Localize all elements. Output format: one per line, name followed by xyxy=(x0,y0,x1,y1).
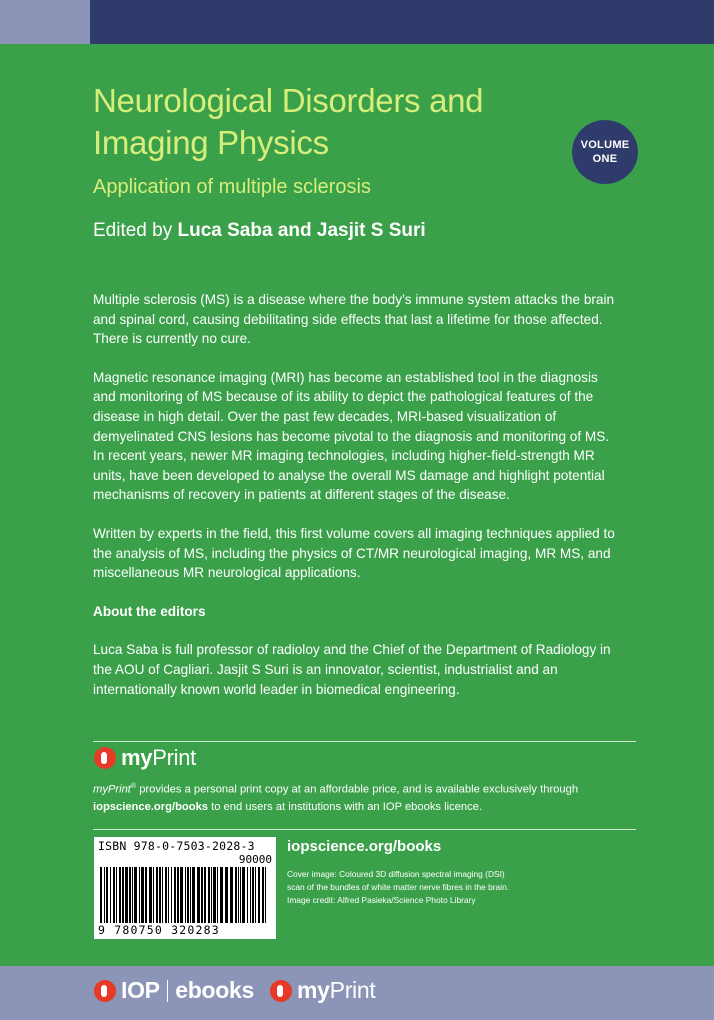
barcode-bar xyxy=(162,867,163,923)
barcode-bar xyxy=(258,867,260,923)
price-code: 90000 xyxy=(238,853,272,866)
credit-line-2: scan of the bundles of white matter nerve fibres in the brain. xyxy=(287,882,510,892)
barcode-bar xyxy=(204,867,206,923)
barcode-digits: 9 780750 320283 xyxy=(98,923,220,937)
barcode-bar xyxy=(247,867,248,923)
barcode-bar xyxy=(180,867,183,923)
myprint-logo xyxy=(94,745,196,771)
barcode-bar xyxy=(211,867,212,923)
iop-ebooks-logo xyxy=(94,977,254,1004)
barcode-bar xyxy=(235,867,237,923)
barcode-bar xyxy=(252,867,254,923)
barcode-bar xyxy=(197,867,200,923)
barcode-bar xyxy=(213,867,216,923)
blurb-paragraph-2: Magnetic resonance imaging (MRI) has become an established tool in the diagnosis and monitoring of MS because of its ability to depict the pathological features of the disease in high detail. Over the past few decades, MRI-based visualization of demyelinated CNS lesions has become pivotal to the diagnosis and monitoring of MS. In recent years, newer MR imaging technologies, including higher-field-strength MR units, have been developed to analyse the overall MS damage and highlight potential mechanisms of recovery in patients at different stages of the disease. xyxy=(93,369,610,503)
blurb-paragraph-3: Written by experts in the field, this first volume covers all imaging techniques applied to the analysis of MS, including the physics of CT/MR neurological imaging, MR MS, and miscellaneous MR neurological applications. xyxy=(93,525,615,581)
barcode-bar xyxy=(238,867,239,923)
barcode-bar xyxy=(100,867,102,923)
footer-myprint-icon xyxy=(270,980,292,1002)
barcode-bar xyxy=(122,867,124,923)
footer-my-text: my xyxy=(297,977,330,1003)
myprint-note-link[interactable]: iopscience.org/books xyxy=(93,800,209,813)
top-bar-accent xyxy=(0,0,90,44)
barcode-bar xyxy=(168,867,169,923)
barcode-bars xyxy=(100,867,270,923)
ebooks-logo-text: ebooks xyxy=(175,977,254,1003)
myprint-logo-print: Print xyxy=(152,745,196,770)
barcode-bar xyxy=(230,867,233,923)
barcode-bar xyxy=(190,867,191,923)
volume-label: VOLUME xyxy=(580,139,630,151)
myprint-note xyxy=(93,778,633,816)
cover-credit xyxy=(287,868,527,907)
editors-line xyxy=(93,220,426,242)
barcode xyxy=(94,837,276,939)
barcode-bar xyxy=(132,867,133,923)
myprint-note-brand: myPrint xyxy=(93,783,131,796)
barcode-bar xyxy=(174,867,176,923)
barcode-bar xyxy=(177,867,179,923)
barcode-bar xyxy=(116,867,117,923)
myprint-logo-my: my xyxy=(121,745,153,770)
blurb xyxy=(93,290,618,718)
barcode-bar xyxy=(265,867,266,923)
barcode-bar xyxy=(134,867,137,923)
top-bar xyxy=(0,0,714,44)
barcode-bar xyxy=(153,867,154,923)
barcode-bar xyxy=(250,867,251,923)
barcode-bar xyxy=(113,867,115,923)
trademark-mark: ® xyxy=(130,783,137,790)
myprint-logo-icon xyxy=(94,747,116,769)
barcode-bar xyxy=(242,867,245,923)
barcode-bar xyxy=(106,867,108,923)
barcode-bar xyxy=(129,867,131,923)
barcode-bar xyxy=(208,867,210,923)
volume-badge xyxy=(572,120,638,184)
barcode-bar xyxy=(145,867,147,923)
barcode-bar xyxy=(255,867,256,923)
barcode-bar xyxy=(225,867,228,923)
about-editors-heading: About the editors xyxy=(93,603,206,619)
footer-myprint-logo xyxy=(270,977,375,1004)
barcode-bar xyxy=(171,867,172,923)
barcode-bar xyxy=(149,867,152,923)
footer-print-text: Print xyxy=(329,977,376,1003)
edited-by-label: Edited by xyxy=(93,220,178,241)
myprint-note-text1: provides a personal print copy at an affordable price, and is available exclusively through xyxy=(136,783,579,796)
barcode-bar xyxy=(165,867,167,923)
logo-separator xyxy=(167,980,169,1002)
barcode-bar xyxy=(217,867,218,923)
credit-line-3: Image credit: Alfred Pasieka/Science Photo Library xyxy=(287,895,476,905)
barcode-bar xyxy=(104,867,105,923)
barcode-bar xyxy=(110,867,111,923)
credit-line-1: Cover image: Coloured 3D diffusion spectral imaging (DSI) xyxy=(287,869,505,879)
volume-number: ONE xyxy=(592,153,618,165)
divider-top xyxy=(93,741,636,742)
book-title: Neurological Disorders and Imaging Physics xyxy=(93,82,484,161)
barcode-bar xyxy=(201,867,203,923)
barcode-bar xyxy=(141,867,144,923)
barcode-bar xyxy=(185,867,186,923)
barcode-bar xyxy=(187,867,189,923)
barcode-bar xyxy=(240,867,241,923)
barcode-bar xyxy=(159,867,161,923)
barcode-bar xyxy=(156,867,158,923)
website-link[interactable]: iopscience.org/books xyxy=(287,838,442,855)
isbn-text: ISBN 978-0-7503-2028-3 xyxy=(98,839,255,853)
iop-logo-icon xyxy=(94,980,116,1002)
myprint-note-text2: to end users at institutions with an IOP ebooks licence. xyxy=(208,800,483,813)
divider-bottom xyxy=(93,829,636,830)
about-editors-text: Luca Saba is full professor of radioloy and the Chief of the Department of Radiology in the AOU of Cagliari. Jasjit S Suri is an innovator, scientist, industrialist and an internationally known world leader in biomedical engineering. xyxy=(93,642,611,697)
barcode-bar xyxy=(125,867,128,923)
editor-names: Luca Saba and Jasjit S Suri xyxy=(177,220,426,241)
barcode-bar xyxy=(119,867,121,923)
book-subtitle: Application of multiple sclerosis xyxy=(93,176,371,198)
blurb-paragraph-1: Multiple sclerosis (MS) is a disease where the body’s immune system attacks the brain and spinal cord, causing debilitating side effects that last a lifetime for those affected. There is currently no cure. xyxy=(93,292,615,347)
barcode-bar xyxy=(139,867,140,923)
iop-logo-text: IOP xyxy=(121,977,160,1003)
barcode-bar xyxy=(192,867,195,923)
barcode-bar xyxy=(262,867,264,923)
barcode-bar xyxy=(220,867,223,923)
